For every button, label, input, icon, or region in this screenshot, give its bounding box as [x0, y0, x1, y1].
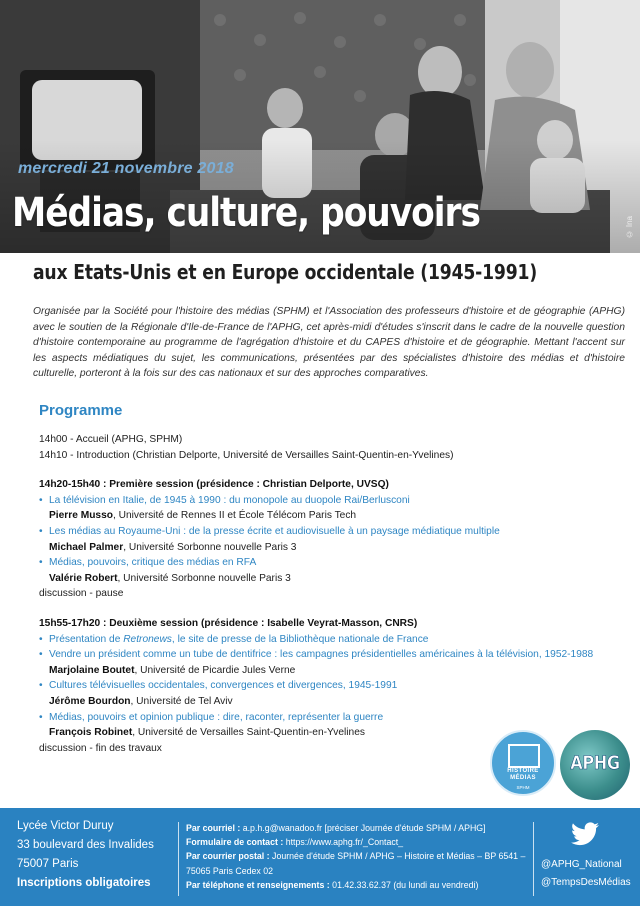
talk-title: • Vendre un président comme un tube de dentifrice : les campagnes présidentielles américaines à la télévision, 1952-1988: [39, 647, 619, 663]
speaker-affiliation: , Université Sorbonne nouvelle Paris 3: [117, 572, 291, 584]
speaker-affiliation: , Université Sorbonne nouvelle Paris 3: [123, 541, 297, 553]
footer: [0, 808, 640, 906]
talk-title: • Les médias au Royaume-Uni : de la presse écrite et audiovisuelle à un paysage médiatique multiple: [39, 524, 619, 540]
speaker-affiliation: , Université de Versailles Saint-Quentin-en-Yvelines: [132, 727, 365, 739]
contact-post: [186, 849, 526, 877]
venue-city: 75007 Paris: [17, 858, 79, 870]
twitter-handle-temps[interactable]: @TempsDesMédias: [541, 877, 631, 888]
talk-title: • Médias, pouvoirs et opinion publique : dire, raconter, représenter la guerre: [39, 710, 619, 726]
programme-item: 14h10 - Introduction (Christian Delporte, Université de Versailles Saint-Quentin-en-Yvelines): [39, 449, 454, 461]
contact-form-label: Formulaire de contact :: [186, 837, 286, 848]
talk-speaker: [39, 694, 619, 710]
talk-title: • Médias, pouvoirs, critique des médias en RFA: [39, 555, 619, 571]
intro-paragraph: Organisée par la Société pour l'histoire des médias (SPHM) et l'Association des professeurs d'histoire et de géographie (APHG) avec le soutien de la Régionale d'Ile-de-France de l'APHG, cet après-midi d'études s'inscrit dans le cadre de la nouvelle question d'histoire contemporaine au programme de l'agrégation d'histoire et du CAPES d'histoire et de géographie. Mettant l'accent sur les aspects médiatiques du sujet, les communications, présentées par des spécialistes d'histoire des médias et d'histoire culturelle, porteront à la fois sur des cas nationaux et sur des approches comparatives.: [33, 306, 625, 380]
contact-phone-label: Par téléphone et renseignements :: [186, 879, 333, 890]
speaker-name: Marjolaine Boutet: [49, 664, 135, 676]
photo-credit: © Ina: [625, 216, 634, 239]
venue-name: Lycée Victor Duruy: [17, 820, 114, 832]
talk-title: [39, 632, 619, 648]
footer-divider: [533, 822, 534, 896]
venue-street: 33 boulevard des Invalides: [17, 839, 154, 851]
hero-photo: [0, 0, 640, 253]
speaker-name: François Robinet: [49, 727, 133, 739]
talk-title: • Cultures télévisuelles occidentales, convergences et divergences, 1945-1991: [39, 678, 619, 694]
programme-item: 14h00 - Accueil (APHG, SPHM): [39, 434, 183, 445]
speaker-affiliation: , Université de Rennes II et École Télécom Paris Tech: [112, 510, 357, 522]
contact-phone-value: 01.42.33.62.37 (du lundi au vendredi): [332, 879, 479, 890]
footer-divider: [178, 822, 179, 896]
contact-mail-value[interactable]: a.p.h.g@wanadoo.fr [préciser Journée d'étude SPHM / APHG]: [242, 823, 486, 833]
social-handles: [541, 856, 631, 892]
programme-item: discussion - pause: [39, 588, 124, 600]
sphm-logo-small: SPHM: [516, 785, 530, 790]
contact-mail-label: Par courriel :: [186, 823, 243, 833]
event-subtitle: aux Etats-Unis et en Europe occidentale (1945-1991): [33, 260, 538, 284]
programme-item: discussion - fin des travaux: [39, 742, 162, 754]
twitter-handle-aphg[interactable]: @APHG_National: [541, 859, 622, 870]
sphm-logo-line2: MÉDIAS: [510, 775, 536, 781]
contact-form-link[interactable]: https://www.aphg.fr/_Contact_: [285, 837, 404, 848]
programme-heading: Programme: [39, 402, 123, 419]
session-heading: 14h20-15h40 : Première session (présidence : Christian Delporte, UVSQ): [39, 479, 389, 491]
sphm-logo-line1: HISTOIRE: [507, 768, 539, 774]
contact-post-value: Journée d'étude SPHM / APHG – Histoire et Médias – BP 6541 – 75065 Paris Cedex 02: [186, 851, 526, 876]
event-title: Médias, culture, pouvoirs: [12, 190, 480, 236]
programme-list: [39, 432, 619, 756]
talk-prefix: Présentation de: [49, 633, 124, 645]
contact-post-label: Par courrier postal :: [186, 851, 273, 862]
talk-speaker: [39, 663, 619, 679]
aphg-logo-text: APHG: [570, 752, 620, 774]
speaker-name: Michael Palmer: [49, 541, 124, 553]
contact-phone: [186, 878, 526, 892]
speaker-affiliation: , Université de Picardie Jules Verne: [134, 664, 296, 676]
speaker-affiliation: , Université de Tel Aviv: [130, 695, 233, 707]
sphm-logo-text: [492, 768, 554, 782]
talk-speaker: [39, 508, 619, 524]
speaker-name: Pierre Musso: [49, 510, 113, 522]
contact-mail: [186, 821, 526, 835]
speaker-name: Valérie Robert: [49, 572, 118, 584]
contact-form: [186, 835, 526, 849]
session-heading: 15h55-17h20 : Deuxième session (présidence : Isabelle Veyrat-Masson, CNRS): [39, 617, 418, 629]
venue-address: [17, 817, 154, 893]
twitter-icon[interactable]: [571, 822, 599, 846]
talk-suffix: , le site de presse de la Bibliothèque nationale de France: [171, 633, 429, 645]
sphm-logo: [490, 730, 556, 796]
registration-note: Inscriptions obligatoires: [17, 877, 151, 889]
talk-speaker: [39, 571, 619, 587]
talk-italic: Retronews: [123, 633, 172, 645]
contact-info: [186, 821, 526, 892]
speaker-name: Jérôme Bourdon: [49, 695, 131, 707]
aphg-logo: [560, 730, 630, 800]
event-date: mercredi 21 novembre 2018: [18, 160, 234, 177]
sphm-logo-frame: [508, 744, 540, 768]
talk-title: • La télévision en Italie, de 1945 à 1990 : du monopole au duopole Rai/Berlusconi: [39, 493, 619, 509]
talk-speaker: [39, 540, 619, 556]
